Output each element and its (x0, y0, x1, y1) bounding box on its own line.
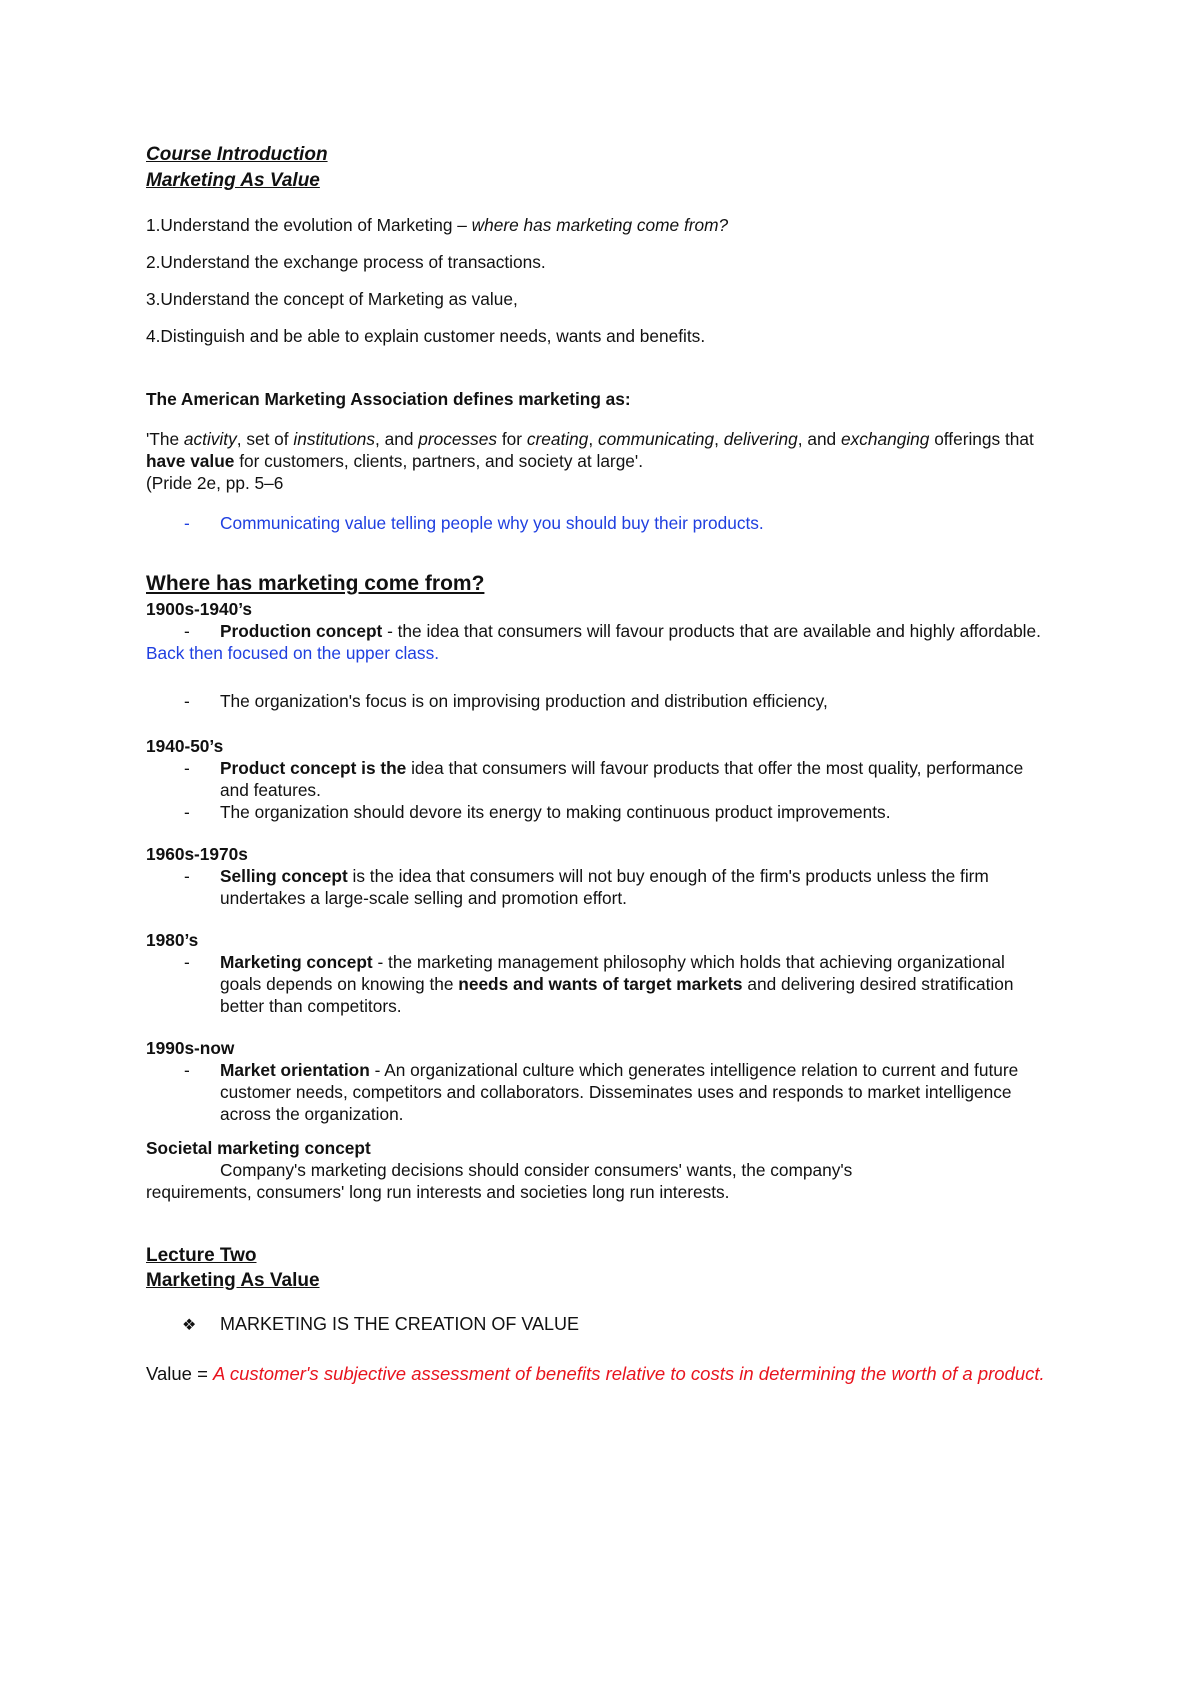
era-label: 1980’s (146, 930, 199, 950)
list-item: - The organization should devore its energy to making continuous product improvements. (184, 802, 891, 822)
era-label: 1940-50’s (146, 736, 224, 756)
societal-text-line1: Company's marketing decisions should consider consumers' wants, the company's (220, 1160, 853, 1180)
list-item: - Selling concept is the idea that consumers will not buy enough of the firm's products unless the firm undertakes a large-scale selling and promotion effort. (184, 866, 989, 908)
ama-citation: (Pride 2e, pp. 5–6 (146, 473, 284, 493)
list-item: - Product concept is the idea that consumers will favour products that offer the most quality, performance and features. (184, 758, 1024, 800)
era-label: 1990s-now (146, 1038, 235, 1058)
ama-heading: The American Marketing Association defines marketing as: (146, 389, 631, 409)
value-definition: Value = A customer's subjective assessment of benefits relative to costs in determining the worth of a product. (146, 1363, 1045, 1384)
era-label: 1900s-1940’s (146, 599, 253, 619)
objective-3: 3.Understand the concept of Marketing as value, (146, 289, 518, 309)
history-heading: Where has marketing come from? (146, 572, 485, 595)
societal-text-line2: requirements, consumers' long run interests and societies long run interests. (146, 1182, 730, 1202)
lecture-subtitle: Marketing As Value (146, 1270, 320, 1291)
ama-quote: 'The activity, set of institutions, and processes for creating, communicating, delivering, and exchanging offerings that have value for customers, clients, partners, and society at large'. (146, 429, 1034, 471)
list-item: - The organization's focus is on improvising production and distribution efficiency, (184, 691, 828, 711)
lecture-title: Lecture Two (146, 1245, 257, 1266)
list-item: - Production concept - the idea that consumers will favour products that are available and highly affordable. (184, 621, 1041, 641)
era-label: 1960s-1970s (146, 844, 248, 864)
list-item: - Market orientation - An organizational culture which generates intelligence relation to current and future customer needs, competitors and collaborators. Disseminates uses and responds to market intelligence across the organization. (184, 1060, 1019, 1124)
ama-note: - Communicating value telling people why you should buy their products. (184, 513, 764, 533)
objective-1: 1.Understand the evolution of Marketing – where has marketing come from? (146, 215, 729, 235)
objective-4: 4.Distinguish and be able to explain customer needs, wants and benefits. (146, 326, 706, 346)
course-title: Course Introduction (146, 144, 328, 165)
objective-2: 2.Understand the exchange process of transactions. (146, 252, 546, 272)
course-subtitle: Marketing As Value (146, 170, 320, 191)
societal-heading: Societal marketing concept (146, 1138, 371, 1158)
document-page (146, 142, 1046, 1386)
list-item: - Marketing concept - the marketing management philosophy which holds that achieving organizational goals depends on knowing the needs and wants of target markets and delivering desired stratification better than competitors. (184, 952, 1014, 1016)
list-item: ❖ MARKETING IS THE CREATION OF VALUE (146, 1313, 1046, 1337)
era-note: Back then focused on the upper class. (146, 643, 440, 663)
diamond-bullet-icon: ❖ (182, 1317, 197, 1334)
